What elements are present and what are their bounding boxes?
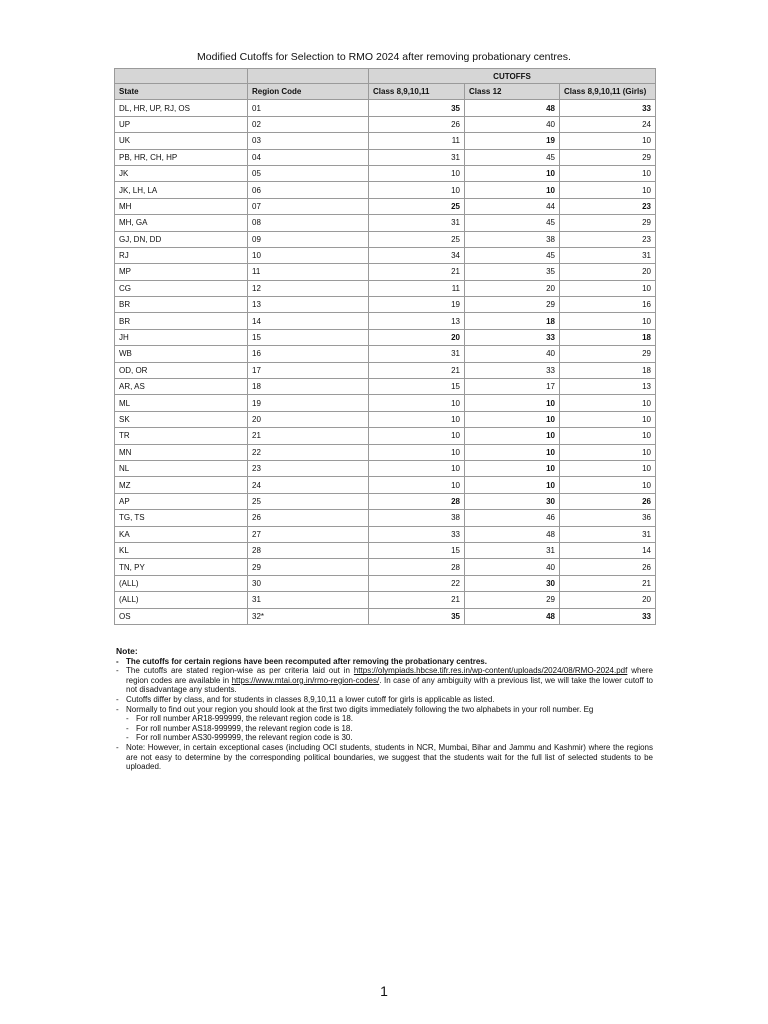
cell-region-code: 02 [248, 116, 369, 132]
cell-region-code: 22 [248, 444, 369, 460]
cell-class-8-11: 11 [369, 280, 465, 296]
roll-number-examples [116, 714, 653, 743]
cell-class-12: 48 [465, 100, 560, 116]
cell-class-8-11-girls: 10 [560, 444, 656, 460]
table-row [115, 280, 656, 296]
column-header-region-code: Region Code [248, 84, 369, 100]
cell-state: AR, AS [115, 379, 248, 395]
cell-state: UK [115, 133, 248, 149]
cell-state: ML [115, 395, 248, 411]
cell-state: JH [115, 329, 248, 345]
cell-state: (ALL) [115, 592, 248, 608]
table-row [115, 428, 656, 444]
cell-class-8-11-girls: 16 [560, 297, 656, 313]
cell-state: PB, HR, CH, HP [115, 149, 248, 165]
note-exceptional: - Note: However, in certain exceptional cases (including OCI students, students in NCR, Mumbai, Bihar and Jammu and Kashmir) where the regions are not easy to determine by the corresponding political boundaries, we suggest that the students wait for the full list of selected students to be uploaded. [116, 743, 653, 772]
cell-class-12: 19 [465, 133, 560, 149]
cell-class-8-11-girls: 20 [560, 592, 656, 608]
cell-state: TG, TS [115, 510, 248, 526]
cell-class-8-11: 10 [369, 395, 465, 411]
table-row [115, 493, 656, 509]
table-group-header-row [115, 69, 656, 84]
table-body [115, 100, 656, 625]
table-row [115, 510, 656, 526]
cell-class-8-11-girls: 23 [560, 198, 656, 214]
cutoffs-table [114, 68, 656, 625]
table-row [115, 411, 656, 427]
cell-class-8-11-girls: 10 [560, 182, 656, 198]
table-row [115, 297, 656, 313]
cell-state: TN, PY [115, 559, 248, 575]
cell-class-12: 40 [465, 116, 560, 132]
cell-class-8-11: 11 [369, 133, 465, 149]
cell-state: KA [115, 526, 248, 542]
cell-class-8-11-girls: 10 [560, 313, 656, 329]
cell-class-12: 10 [465, 395, 560, 411]
cell-region-code: 31 [248, 592, 369, 608]
cell-class-12: 40 [465, 346, 560, 362]
cell-class-8-11: 34 [369, 247, 465, 263]
cell-region-code: 09 [248, 231, 369, 247]
cell-class-8-11-girls: 10 [560, 460, 656, 476]
cell-class-8-11-girls: 26 [560, 493, 656, 509]
cell-class-8-11: 13 [369, 313, 465, 329]
table-row [115, 329, 656, 345]
cell-class-8-11: 15 [369, 379, 465, 395]
cell-region-code: 18 [248, 379, 369, 395]
cell-class-8-11-girls: 36 [560, 510, 656, 526]
cell-class-8-11: 19 [369, 297, 465, 313]
cell-region-code: 16 [248, 346, 369, 362]
cell-class-8-11-girls: 26 [560, 559, 656, 575]
cell-class-8-11: 35 [369, 100, 465, 116]
cell-class-8-11: 10 [369, 165, 465, 181]
table-row [115, 477, 656, 493]
cell-class-8-11: 31 [369, 149, 465, 165]
cell-class-8-11: 28 [369, 559, 465, 575]
cell-state: OS [115, 608, 248, 624]
cell-state: MH, GA [115, 215, 248, 231]
table-row [115, 198, 656, 214]
table-row [115, 149, 656, 165]
cell-class-8-11-girls: 29 [560, 346, 656, 362]
cutoffs-group-header: CUTOFFS [369, 69, 656, 84]
cell-class-12: 17 [465, 379, 560, 395]
cell-region-code: 28 [248, 542, 369, 558]
cell-region-code: 29 [248, 559, 369, 575]
table-row [115, 542, 656, 558]
cell-class-8-11: 21 [369, 264, 465, 280]
cell-region-code: 21 [248, 428, 369, 444]
table-row [115, 592, 656, 608]
cell-state: JK [115, 165, 248, 181]
cell-class-8-11-girls: 14 [560, 542, 656, 558]
cell-class-12: 48 [465, 608, 560, 624]
note-criteria-text: The cutoffs are stated region-wise as per criteria laid out in [126, 666, 354, 676]
cell-class-8-11-girls: 10 [560, 133, 656, 149]
table-row [115, 608, 656, 624]
cell-region-code: 14 [248, 313, 369, 329]
cell-class-8-11: 10 [369, 428, 465, 444]
cell-class-8-11-girls: 10 [560, 395, 656, 411]
cell-class-12: 10 [465, 460, 560, 476]
cell-class-8-11-girls: 31 [560, 526, 656, 542]
cell-class-12: 48 [465, 526, 560, 542]
cell-region-code: 05 [248, 165, 369, 181]
cell-class-12: 30 [465, 575, 560, 591]
cell-class-8-11-girls: 33 [560, 100, 656, 116]
cell-state: BR [115, 313, 248, 329]
page-number: 1 [380, 983, 388, 999]
cell-class-12: 10 [465, 411, 560, 427]
cell-region-code: 08 [248, 215, 369, 231]
cell-class-12: 38 [465, 231, 560, 247]
cell-region-code: 13 [248, 297, 369, 313]
cell-class-12: 46 [465, 510, 560, 526]
table-row [115, 247, 656, 263]
cell-state: OD, OR [115, 362, 248, 378]
cell-class-12: 29 [465, 592, 560, 608]
table-row [115, 559, 656, 575]
cell-region-code: 11 [248, 264, 369, 280]
cell-region-code: 04 [248, 149, 369, 165]
cell-class-8-11-girls: 21 [560, 575, 656, 591]
cell-class-8-11: 10 [369, 477, 465, 493]
table-row [115, 526, 656, 542]
cell-class-8-11-girls: 10 [560, 411, 656, 427]
cell-class-8-11-girls: 10 [560, 165, 656, 181]
table-row [115, 264, 656, 280]
cell-class-8-11: 38 [369, 510, 465, 526]
cell-region-code: 01 [248, 100, 369, 116]
cell-state: RJ [115, 247, 248, 263]
column-header-class-12: Class 12 [465, 84, 560, 100]
cell-class-12: 31 [465, 542, 560, 558]
cell-class-12: 40 [465, 559, 560, 575]
table-row [115, 182, 656, 198]
cell-class-8-11: 28 [369, 493, 465, 509]
cell-class-12: 10 [465, 428, 560, 444]
column-header-state: State [115, 84, 248, 100]
cell-class-8-11: 25 [369, 198, 465, 214]
cell-region-code: 15 [248, 329, 369, 345]
column-header-class-8-11-girls: Class 8,9,10,11 (Girls) [560, 84, 656, 100]
cell-class-8-11-girls: 13 [560, 379, 656, 395]
cell-state: AP [115, 493, 248, 509]
cell-region-code: 32* [248, 608, 369, 624]
cell-state: NL [115, 460, 248, 476]
cell-region-code: 26 [248, 510, 369, 526]
cell-region-code: 12 [248, 280, 369, 296]
note-differ: - Cutoffs differ by class, and for students in classes 8,9,10,11 a lower cutoff for girls is applicable as listed. [116, 695, 653, 705]
cell-class-12: 35 [465, 264, 560, 280]
cell-class-8-11-girls: 10 [560, 477, 656, 493]
cell-region-code: 19 [248, 395, 369, 411]
cell-state: KL [115, 542, 248, 558]
cell-class-8-11-girls: 20 [560, 264, 656, 280]
cell-class-8-11: 15 [369, 542, 465, 558]
cell-class-12: 30 [465, 493, 560, 509]
cell-state: GJ, DN, DD [115, 231, 248, 247]
cell-state: JK, LH, LA [115, 182, 248, 198]
group-header-blank [248, 69, 369, 84]
cell-class-8-11: 21 [369, 592, 465, 608]
cell-class-8-11-girls: 18 [560, 329, 656, 345]
cell-class-12: 10 [465, 444, 560, 460]
cell-region-code: 27 [248, 526, 369, 542]
cell-class-8-11: 10 [369, 444, 465, 460]
cell-class-8-11: 31 [369, 215, 465, 231]
table-row [115, 460, 656, 476]
page-title: Modified Cutoffs for Selection to RMO 2024 after removing probationary centres. [197, 51, 571, 63]
cell-class-8-11: 25 [369, 231, 465, 247]
cell-class-8-11: 22 [369, 575, 465, 591]
note-normally: - Normally to find out your region you should look at the first two digits immediately following the two alphabets in your roll number. Eg [116, 705, 653, 715]
cell-class-8-11: 26 [369, 116, 465, 132]
cell-class-8-11-girls: 29 [560, 215, 656, 231]
cell-region-code: 30 [248, 575, 369, 591]
cell-state: WB [115, 346, 248, 362]
note-criteria [116, 666, 653, 695]
notes-list-end [116, 743, 653, 772]
cell-class-8-11: 20 [369, 329, 465, 345]
cell-class-8-11-girls: 23 [560, 231, 656, 247]
column-header-class-8-11: Class 8,9,10,11 [369, 84, 465, 100]
cell-class-12: 10 [465, 182, 560, 198]
cell-class-12: 45 [465, 247, 560, 263]
cell-state: MZ [115, 477, 248, 493]
table-row [115, 116, 656, 132]
cell-class-12: 10 [465, 165, 560, 181]
cell-class-8-11-girls: 24 [560, 116, 656, 132]
cell-class-8-11: 21 [369, 362, 465, 378]
roll-example: - For roll number AS18-999999, the relevant region code is 18. [116, 724, 653, 734]
note-criteria-text: . In case of any ambiguity with a previous list, we will take the lower cutoff to not disadvantage any students. [126, 675, 653, 695]
cell-state: (ALL) [115, 575, 248, 591]
cell-state: UP [115, 116, 248, 132]
table-row [115, 395, 656, 411]
cell-class-12: 20 [465, 280, 560, 296]
cell-class-12: 33 [465, 329, 560, 345]
table-row [115, 362, 656, 378]
note-recomputed: - The cutoffs for certain regions have been recomputed after removing the probationary centres. [116, 657, 653, 667]
note-criteria-text: where region codes are available in [126, 666, 654, 685]
cell-class-8-11: 35 [369, 608, 465, 624]
notes-section [116, 647, 653, 772]
cell-region-code: 03 [248, 133, 369, 149]
table-row [115, 379, 656, 395]
cell-class-12: 10 [465, 477, 560, 493]
table-row [115, 575, 656, 591]
cell-class-8-11: 33 [369, 526, 465, 542]
cell-state: BR [115, 297, 248, 313]
cell-class-8-11-girls: 10 [560, 280, 656, 296]
cell-region-code: 06 [248, 182, 369, 198]
cell-region-code: 24 [248, 477, 369, 493]
table-row [115, 100, 656, 116]
table-row [115, 231, 656, 247]
cell-region-code: 07 [248, 198, 369, 214]
table-row [115, 133, 656, 149]
table-row [115, 346, 656, 362]
table-row [115, 444, 656, 460]
cell-state: CG [115, 280, 248, 296]
cell-class-8-11-girls: 10 [560, 428, 656, 444]
cell-region-code: 10 [248, 247, 369, 263]
table-column-header-row [115, 84, 656, 100]
table-row [115, 165, 656, 181]
cell-class-8-11-girls: 31 [560, 247, 656, 263]
rmo-pdf-link[interactable]: https://olympiads.hbcse.tifr.res.in/wp-content/uploads/2024/08/RMO-2024.pdf [353, 666, 628, 676]
cell-region-code: 17 [248, 362, 369, 378]
cell-class-12: 45 [465, 149, 560, 165]
cell-class-12: 33 [465, 362, 560, 378]
cell-class-8-11: 31 [369, 346, 465, 362]
cell-state: DL, HR, UP, RJ, OS [115, 100, 248, 116]
cell-class-8-11-girls: 29 [560, 149, 656, 165]
region-codes-link[interactable]: https://www.mtai.org.in/rmo-region-codes/ [231, 675, 380, 685]
table-row [115, 215, 656, 231]
cell-class-8-11: 10 [369, 411, 465, 427]
cell-class-12: 45 [465, 215, 560, 231]
cell-class-8-11: 10 [369, 182, 465, 198]
cell-class-8-11-girls: 18 [560, 362, 656, 378]
roll-example: - For roll number AS30-999999, the relevant region code is 30. [116, 733, 653, 743]
table-row [115, 313, 656, 329]
cell-region-code: 25 [248, 493, 369, 509]
cell-state: MP [115, 264, 248, 280]
cell-state: SK [115, 411, 248, 427]
cell-class-12: 44 [465, 198, 560, 214]
cell-state: MN [115, 444, 248, 460]
roll-example: - For roll number AR18-999999, the relevant region code is 18. [116, 714, 653, 724]
group-header-blank [115, 69, 248, 84]
notes-list [116, 657, 653, 715]
cell-state: TR [115, 428, 248, 444]
notes-heading: Note: [116, 646, 138, 656]
cell-class-8-11-girls: 33 [560, 608, 656, 624]
cell-class-12: 29 [465, 297, 560, 313]
cell-class-12: 18 [465, 313, 560, 329]
cell-class-8-11: 10 [369, 460, 465, 476]
cell-state: MH [115, 198, 248, 214]
cell-region-code: 23 [248, 460, 369, 476]
cell-region-code: 20 [248, 411, 369, 427]
